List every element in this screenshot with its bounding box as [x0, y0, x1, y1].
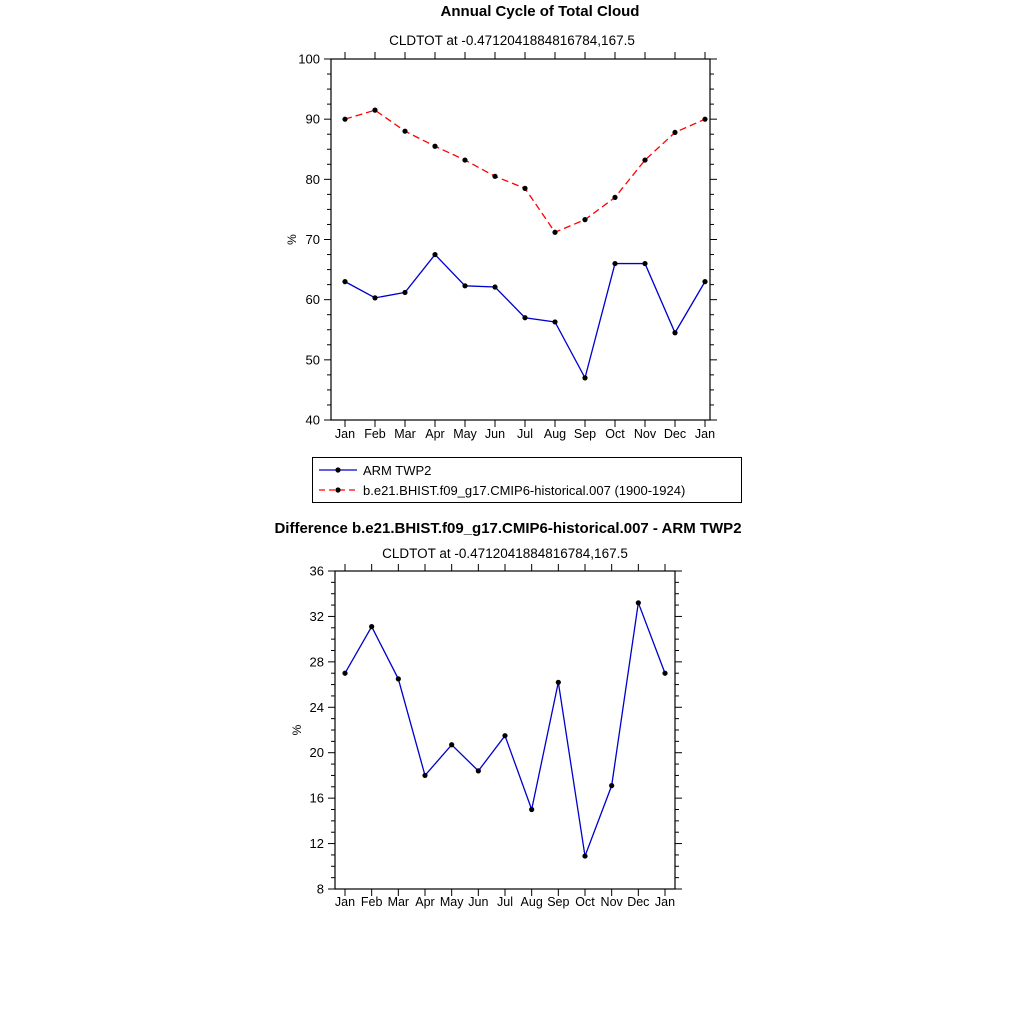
svg-text:70: 70: [305, 232, 320, 247]
svg-text:Feb: Feb: [360, 895, 383, 909]
svg-text:Aug: Aug: [543, 427, 567, 441]
bottom-chart-title: Difference b.e21.BHIST.f09_g17.CMIP6-historical.007 - ARM TWP2: [274, 520, 742, 537]
legend-label-arm-twp2: ARM TWP2: [363, 462, 432, 478]
svg-text:May: May: [453, 427, 477, 441]
svg-text:Sep: Sep: [573, 427, 597, 441]
svg-text:Jan: Jan: [694, 427, 716, 441]
svg-text:%: %: [285, 234, 299, 245]
svg-text:24: 24: [309, 699, 324, 715]
svg-text:Nov: Nov: [600, 895, 623, 909]
svg-text:Jun: Jun: [468, 895, 489, 909]
svg-text:Jan: Jan: [654, 895, 676, 909]
svg-text:Feb: Feb: [364, 427, 386, 441]
legend-line-arm-twp2-icon: [318, 464, 358, 476]
svg-text:50: 50: [305, 352, 320, 368]
svg-text:Dec: Dec: [627, 895, 650, 909]
svg-text:28: 28: [309, 654, 324, 670]
svg-text:80: 80: [305, 171, 320, 187]
top-chart-subtitle: CLDTOT at -0.4712041884816784,167.5: [389, 33, 635, 48]
svg-text:Jan: Jan: [334, 427, 356, 441]
bottom-chart-subtitle: CLDTOT at -0.4712041884816784,167.5: [382, 546, 628, 561]
svg-text:32: 32: [309, 608, 324, 624]
svg-text:Mar: Mar: [394, 427, 416, 441]
legend-item-arm-twp2: [318, 460, 736, 480]
svg-text:16: 16: [309, 790, 324, 806]
svg-text:8: 8: [316, 881, 324, 897]
svg-text:Jul: Jul: [517, 427, 533, 441]
svg-text:Sep: Sep: [547, 895, 570, 909]
svg-text:Aug: Aug: [520, 895, 543, 909]
svg-text:12: 12: [309, 836, 324, 852]
legend-line-model-icon: [318, 484, 358, 496]
svg-text:Dec: Dec: [663, 427, 687, 441]
svg-text:Nov: Nov: [633, 427, 657, 441]
top-chart-title: Annual Cycle of Total Cloud: [440, 3, 640, 20]
svg-text:Apr: Apr: [425, 427, 445, 441]
svg-text:90: 90: [305, 111, 320, 127]
svg-text:Oct: Oct: [575, 895, 595, 909]
svg-text:Oct: Oct: [605, 427, 625, 441]
svg-text:May: May: [439, 895, 464, 909]
svg-text:36: 36: [309, 563, 324, 579]
svg-text:Jan: Jan: [334, 895, 356, 909]
svg-text:100: 100: [298, 51, 320, 67]
svg-text:60: 60: [305, 292, 320, 308]
legend-item-model: [318, 480, 736, 500]
svg-text:Jun: Jun: [484, 427, 506, 441]
svg-text:20: 20: [309, 745, 324, 761]
svg-text:Apr: Apr: [415, 895, 435, 909]
legend: [312, 457, 742, 503]
svg-text:Jul: Jul: [497, 895, 513, 909]
legend-label-model: b.e21.BHIST.f09_g17.CMIP6-historical.007 (1900-1924): [363, 482, 686, 498]
svg-text:%: %: [290, 724, 304, 736]
svg-text:Mar: Mar: [387, 895, 410, 909]
svg-text:40: 40: [305, 412, 320, 428]
